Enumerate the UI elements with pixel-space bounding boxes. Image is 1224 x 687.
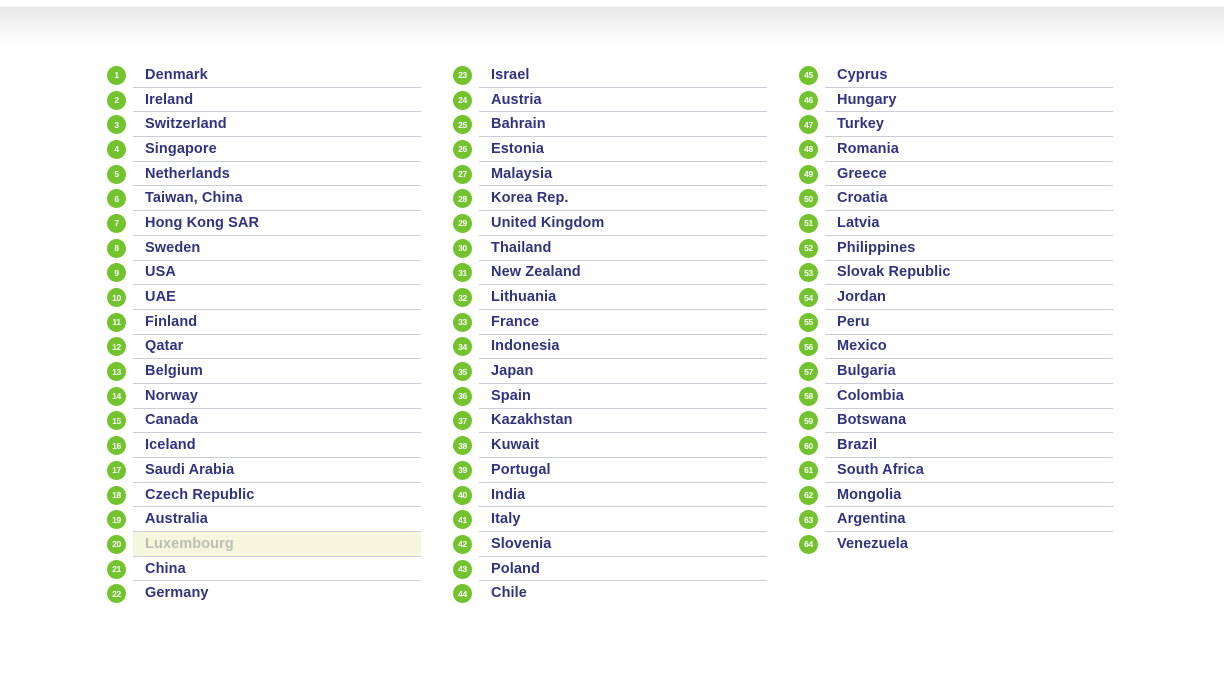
country-label: Sweden xyxy=(133,236,421,261)
rank-badge: 44 xyxy=(453,584,472,603)
country-label: New Zealand xyxy=(479,261,767,286)
country-label: Hong Kong SAR xyxy=(133,211,421,236)
country-label: Iceland xyxy=(133,433,421,458)
country-label: Kazakhstan xyxy=(479,409,767,434)
country-label: Bahrain xyxy=(479,112,767,137)
rank-badge: 5 xyxy=(107,165,126,184)
country-label: Thailand xyxy=(479,236,767,261)
rank-badge: 27 xyxy=(453,165,472,184)
rank-badge: 61 xyxy=(799,461,818,480)
country-label: USA xyxy=(133,261,421,286)
rank-badge: 39 xyxy=(453,461,472,480)
rank-badge: 4 xyxy=(107,140,126,159)
rank-row[interactable] xyxy=(799,261,1113,286)
country-label: Belgium xyxy=(133,359,421,384)
rank-row[interactable] xyxy=(107,458,421,483)
country-label: Norway xyxy=(133,384,421,409)
country-label: Germany xyxy=(145,585,209,602)
rank-row[interactable] xyxy=(107,88,421,113)
rank-row[interactable] xyxy=(799,162,1113,187)
rank-row[interactable] xyxy=(453,285,767,310)
country-label: Mexico xyxy=(825,335,1113,360)
rank-badge: 25 xyxy=(453,115,472,134)
rank-badge: 38 xyxy=(453,436,472,455)
rank-badge: 60 xyxy=(799,436,818,455)
rank-badge: 21 xyxy=(107,560,126,579)
rank-row[interactable] xyxy=(453,335,767,360)
rank-badge: 51 xyxy=(799,214,818,233)
rank-row[interactable] xyxy=(107,359,421,384)
country-label: Slovenia xyxy=(479,532,767,557)
rank-row[interactable] xyxy=(107,186,421,211)
rank-row[interactable] xyxy=(453,88,767,113)
rank-row[interactable] xyxy=(453,458,767,483)
country-label: Brazil xyxy=(825,433,1113,458)
country-label: Peru xyxy=(825,310,1113,335)
country-label: Venezuela xyxy=(837,535,909,552)
ranking-column-1 xyxy=(107,63,421,606)
rank-row[interactable] xyxy=(453,409,767,434)
country-label: Chile xyxy=(491,585,527,602)
country-label: Austria xyxy=(479,88,767,113)
rank-row[interactable] xyxy=(453,63,767,88)
country-label: Indonesia xyxy=(479,335,767,360)
rank-row[interactable] xyxy=(107,433,421,458)
country-label: Switzerland xyxy=(133,112,421,137)
rank-badge: 31 xyxy=(453,263,472,282)
ranking-columns xyxy=(107,63,1113,606)
rank-row[interactable] xyxy=(453,384,767,409)
rank-badge: 42 xyxy=(453,535,472,554)
rank-badge: 48 xyxy=(799,140,818,159)
rank-row[interactable] xyxy=(453,236,767,261)
ranking-column-2 xyxy=(453,63,767,606)
country-label: Netherlands xyxy=(133,162,421,187)
rank-badge: 35 xyxy=(453,362,472,381)
country-label: UAE xyxy=(133,285,421,310)
rank-badge: 11 xyxy=(107,313,126,332)
rank-row[interactable] xyxy=(107,236,421,261)
rank-badge: 46 xyxy=(799,91,818,110)
rank-row[interactable] xyxy=(799,112,1113,137)
rank-row[interactable] xyxy=(799,384,1113,409)
rank-badge: 36 xyxy=(453,387,472,406)
rank-row[interactable] xyxy=(453,433,767,458)
rank-row[interactable] xyxy=(107,261,421,286)
rank-badge: 16 xyxy=(107,436,126,455)
country-label: Kuwait xyxy=(479,433,767,458)
rank-badge: 58 xyxy=(799,387,818,406)
rank-row[interactable] xyxy=(453,532,767,557)
country-label: United Kingdom xyxy=(479,211,767,236)
country-label: Turkey xyxy=(825,112,1113,137)
rank-row[interactable] xyxy=(453,483,767,508)
rank-row[interactable] xyxy=(107,162,421,187)
country-label: India xyxy=(479,483,767,508)
rank-row[interactable] xyxy=(453,581,767,606)
rank-row[interactable] xyxy=(799,310,1113,335)
country-label: Malaysia xyxy=(479,162,767,187)
country-label: Mongolia xyxy=(825,483,1113,508)
rank-badge: 12 xyxy=(107,337,126,356)
country-label: Latvia xyxy=(825,211,1113,236)
rank-row[interactable] xyxy=(107,137,421,162)
rank-row[interactable] xyxy=(453,557,767,582)
rank-badge: 29 xyxy=(453,214,472,233)
country-label: Saudi Arabia xyxy=(133,458,421,483)
country-label: Estonia xyxy=(479,137,767,162)
rank-row[interactable] xyxy=(107,310,421,335)
rank-badge: 62 xyxy=(799,486,818,505)
rank-row[interactable] xyxy=(107,409,421,434)
rank-badge: 34 xyxy=(453,337,472,356)
rank-row[interactable] xyxy=(453,211,767,236)
rank-badge: 22 xyxy=(107,584,126,603)
rank-row[interactable] xyxy=(107,211,421,236)
rank-badge: 64 xyxy=(799,535,818,554)
country-label: Croatia xyxy=(825,186,1113,211)
rank-row[interactable] xyxy=(107,63,421,88)
country-label: Denmark xyxy=(133,63,421,88)
country-label: Portugal xyxy=(479,458,767,483)
country-label: Ireland xyxy=(133,88,421,113)
country-label: Poland xyxy=(479,557,767,582)
rank-badge: 10 xyxy=(107,288,126,307)
rank-badge: 54 xyxy=(799,288,818,307)
rank-row[interactable] xyxy=(799,483,1113,508)
rank-badge: 56 xyxy=(799,337,818,356)
rank-row[interactable] xyxy=(453,112,767,137)
rank-badge: 59 xyxy=(799,411,818,430)
country-label: Italy xyxy=(479,507,767,532)
rank-badge: 19 xyxy=(107,510,126,529)
country-label: Japan xyxy=(479,359,767,384)
rank-badge: 23 xyxy=(453,66,472,85)
rank-row[interactable] xyxy=(799,359,1113,384)
country-label: Argentina xyxy=(825,507,1113,532)
rank-badge: 45 xyxy=(799,66,818,85)
rank-badge: 37 xyxy=(453,411,472,430)
country-label: Spain xyxy=(479,384,767,409)
country-label: Luxembourg xyxy=(133,532,421,557)
rank-row[interactable] xyxy=(799,63,1113,88)
rank-row[interactable] xyxy=(453,507,767,532)
rank-badge: 20 xyxy=(107,535,126,554)
rank-badge: 41 xyxy=(453,510,472,529)
rank-row[interactable] xyxy=(799,137,1113,162)
rank-row[interactable] xyxy=(107,384,421,409)
rank-row[interactable] xyxy=(107,335,421,360)
rank-row[interactable] xyxy=(107,483,421,508)
country-label: Qatar xyxy=(133,335,421,360)
rank-badge: 6 xyxy=(107,189,126,208)
rank-row[interactable] xyxy=(107,112,421,137)
country-label: Hungary xyxy=(825,88,1113,113)
country-label: Cyprus xyxy=(825,63,1113,88)
rank-row[interactable] xyxy=(107,507,421,532)
country-label: Canada xyxy=(133,409,421,434)
rank-row[interactable] xyxy=(107,557,421,582)
rank-badge: 17 xyxy=(107,461,126,480)
rank-row[interactable] xyxy=(799,458,1113,483)
country-label: China xyxy=(133,557,421,582)
top-shadow-band xyxy=(0,7,1224,49)
rank-row[interactable] xyxy=(453,310,767,335)
country-label: Australia xyxy=(133,507,421,532)
rank-badge: 3 xyxy=(107,115,126,134)
rank-row[interactable] xyxy=(453,162,767,187)
rank-badge: 24 xyxy=(453,91,472,110)
country-label: Philippines xyxy=(825,236,1113,261)
rank-badge: 57 xyxy=(799,362,818,381)
country-label: Romania xyxy=(825,137,1113,162)
country-label: Bulgaria xyxy=(825,359,1113,384)
rank-badge: 28 xyxy=(453,189,472,208)
rank-row[interactable] xyxy=(107,285,421,310)
rank-badge: 15 xyxy=(107,411,126,430)
rank-badge: 49 xyxy=(799,165,818,184)
country-label: Czech Republic xyxy=(133,483,421,508)
rank-row[interactable] xyxy=(799,433,1113,458)
rank-row[interactable] xyxy=(799,211,1113,236)
country-label: Singapore xyxy=(133,137,421,162)
country-label: Botswana xyxy=(825,409,1113,434)
rank-badge: 52 xyxy=(799,239,818,258)
country-label: Lithuania xyxy=(479,285,767,310)
rank-badge: 1 xyxy=(107,66,126,85)
rank-badge: 33 xyxy=(453,313,472,332)
country-label: South Africa xyxy=(825,458,1113,483)
rank-row[interactable] xyxy=(453,137,767,162)
rank-badge: 30 xyxy=(453,239,472,258)
rank-row[interactable] xyxy=(453,186,767,211)
rank-badge: 14 xyxy=(107,387,126,406)
rank-row[interactable] xyxy=(799,186,1113,211)
rank-badge: 8 xyxy=(107,239,126,258)
rank-badge: 40 xyxy=(453,486,472,505)
rank-badge: 43 xyxy=(453,560,472,579)
rank-row[interactable] xyxy=(107,581,421,606)
country-label: Jordan xyxy=(825,285,1113,310)
rank-row[interactable] xyxy=(799,507,1113,532)
rank-badge: 7 xyxy=(107,214,126,233)
rank-row[interactable] xyxy=(107,532,421,557)
country-label: Slovak Republic xyxy=(825,261,1113,286)
rank-badge: 32 xyxy=(453,288,472,307)
country-label: Taiwan, China xyxy=(133,186,421,211)
rank-row[interactable] xyxy=(799,532,1113,557)
country-label: Colombia xyxy=(825,384,1113,409)
rank-badge: 13 xyxy=(107,362,126,381)
rank-badge: 18 xyxy=(107,486,126,505)
rank-row[interactable] xyxy=(453,261,767,286)
rank-row[interactable] xyxy=(799,335,1113,360)
rank-row[interactable] xyxy=(799,236,1113,261)
rank-badge: 50 xyxy=(799,189,818,208)
rank-row[interactable] xyxy=(799,285,1113,310)
country-label: Greece xyxy=(825,162,1113,187)
rank-badge: 2 xyxy=(107,91,126,110)
rank-badge: 9 xyxy=(107,263,126,282)
rank-badge: 26 xyxy=(453,140,472,159)
rank-badge: 55 xyxy=(799,313,818,332)
country-label: Korea Rep. xyxy=(479,186,767,211)
rank-row[interactable] xyxy=(453,359,767,384)
ranking-column-3 xyxy=(799,63,1113,606)
rank-badge: 63 xyxy=(799,510,818,529)
country-label: France xyxy=(479,310,767,335)
country-label: Finland xyxy=(133,310,421,335)
rank-row[interactable] xyxy=(799,409,1113,434)
rank-badge: 53 xyxy=(799,263,818,282)
rank-row[interactable] xyxy=(799,88,1113,113)
country-label: Israel xyxy=(479,63,767,88)
rank-badge: 47 xyxy=(799,115,818,134)
